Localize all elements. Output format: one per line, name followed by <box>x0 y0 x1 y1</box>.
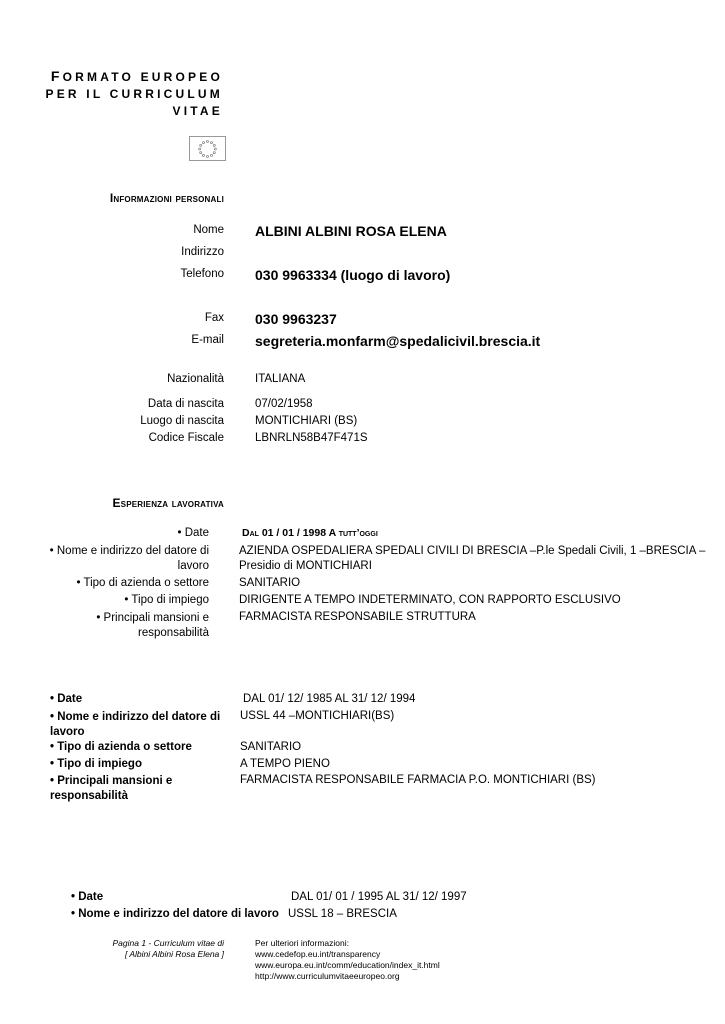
job1-sector-label: • Tipo di azienda o settore <box>76 577 209 589</box>
job2-employer-label <box>50 710 220 740</box>
job2-duties-value: FARMACISTA RESPONSABILE FARMACIA P.O. MONTICHIARI (BS) <box>240 774 596 786</box>
label-data-nascita: Data di nascita <box>147 398 224 410</box>
eu-flag-icon <box>189 136 226 161</box>
job1-employer-label-line2: lavoro <box>177 560 209 572</box>
label-nazionalita: Nazionalità <box>167 373 224 385</box>
job1-date-label: • Date <box>177 527 209 539</box>
label-codice-fiscale: Codice Fiscale <box>148 432 224 444</box>
label-email: E-mail <box>191 334 224 346</box>
value-data-nascita: 07/02/1958 <box>255 398 313 410</box>
job2-type-label: • Tipo di impiego <box>50 758 142 770</box>
job2-date-value: DAL 01/ 12/ 1985 AL 31/ 12/ 1994 <box>243 693 416 705</box>
label-fax: Fax <box>204 312 224 324</box>
footer-page-info <box>113 938 225 960</box>
section-personal-info: Informazioni personali <box>109 191 224 205</box>
footer-link-europa[interactable]: www.europa.eu.int/comm/education/index_it.html <box>255 960 440 970</box>
job1-employer-label <box>50 544 209 574</box>
value-email: segreteria.monfarm@spedalicivil.brescia.it <box>255 333 541 349</box>
footer-page-line1: Pagina 1 - Curriculum vitae di <box>112 938 224 948</box>
value-telefono: 030 9963334 (luogo di lavoro) <box>255 267 451 283</box>
job2-sector-label: • Tipo di azienda o settore <box>50 741 192 753</box>
job1-employer-value-line1: AZIENDA OSPEDALIERA SPEDALI CIVILI DI BRESCIA –P.le Spedali Civili, 1 –BRESCIA – <box>239 545 706 557</box>
title-line-1: ORMATO EUROPEO <box>62 70 223 84</box>
job3-employer-label: • Nome e indirizzo del datore di lavoro <box>71 908 279 920</box>
title-line-3: VITAE <box>172 104 223 118</box>
value-fax: 030 9963237 <box>255 311 337 327</box>
footer-info-heading: Per ulteriori informazioni: <box>255 938 350 948</box>
job2-sector-value: SANITARIO <box>240 741 302 753</box>
job1-employer-value <box>239 544 705 574</box>
title-line-2: PER IL CURRICULUM <box>45 87 223 101</box>
title-first-letter: F <box>50 68 63 84</box>
value-codice-fiscale: LBNRLN58B47F471S <box>255 432 368 444</box>
label-luogo-nascita: Luogo di nascita <box>140 415 224 427</box>
job1-duties-value: FARMACISTA RESPONSABILE STRUTTURA <box>239 611 476 623</box>
job2-employer-value: USSL 44 –MONTICHIARI(BS) <box>240 710 395 722</box>
job1-type-label: • Tipo di impiego <box>124 594 209 606</box>
job2-duties-label-line2: responsabilità <box>50 790 128 802</box>
job1-duties-label <box>96 611 209 641</box>
footer-link-cv-europeo[interactable]: http://www.curriculumvitaeeuropeo.org <box>255 971 400 981</box>
job2-duties-label-line1: • Principali mansioni e <box>50 775 173 787</box>
value-nazionalita: ITALIANA <box>255 373 306 385</box>
job1-duties-label-line1: • Principali mansioni e <box>96 612 209 624</box>
job3-date-value: DAL 01/ 01 / 1995 AL 31/ 12/ 1997 <box>291 891 467 903</box>
section-work-experience: Esperienza lavorativa <box>112 496 224 510</box>
job3-date-label: • Date <box>71 891 104 903</box>
job2-employer-label-line2: lavoro <box>50 726 85 738</box>
job2-duties-label <box>50 774 172 804</box>
job1-type-value: DIRIGENTE A TEMPO INDETERMINATO, CON RAPPORTO ESCLUSIVO <box>239 594 621 606</box>
label-nome: Nome <box>193 224 224 236</box>
footer-link-cedefop[interactable]: www.cedefop.eu.int/transparency <box>255 949 381 959</box>
label-indirizzo: Indirizzo <box>181 246 224 258</box>
job1-date-value: Dal 01 / 01 / 1998 A tutt’oggi <box>242 527 378 539</box>
footer-more-info <box>255 938 440 982</box>
job3-employer-value: USSL 18 – BRESCIA <box>288 908 397 920</box>
value-nome: ALBINI ALBINI ROSA ELENA <box>255 223 447 239</box>
footer-page-line2: [ Albini Albini Rosa Elena ] <box>124 949 224 959</box>
value-luogo-nascita: MONTICHIARI (BS) <box>255 415 358 427</box>
cv-title <box>45 68 223 120</box>
job2-employer-label-line1: • Nome e indirizzo del datore di <box>50 711 221 723</box>
job1-employer-value-line2: Presidio di MONTICHIARI <box>239 560 372 572</box>
job2-type-value: A TEMPO PIENO <box>240 758 330 770</box>
job2-date-label: • Date <box>50 693 83 705</box>
label-telefono: Telefono <box>180 268 224 280</box>
job1-sector-value: SANITARIO <box>239 577 301 589</box>
job1-duties-label-line2: responsabilità <box>138 627 209 639</box>
job1-employer-label-line1: • Nome e indirizzo del datore di <box>49 545 209 557</box>
